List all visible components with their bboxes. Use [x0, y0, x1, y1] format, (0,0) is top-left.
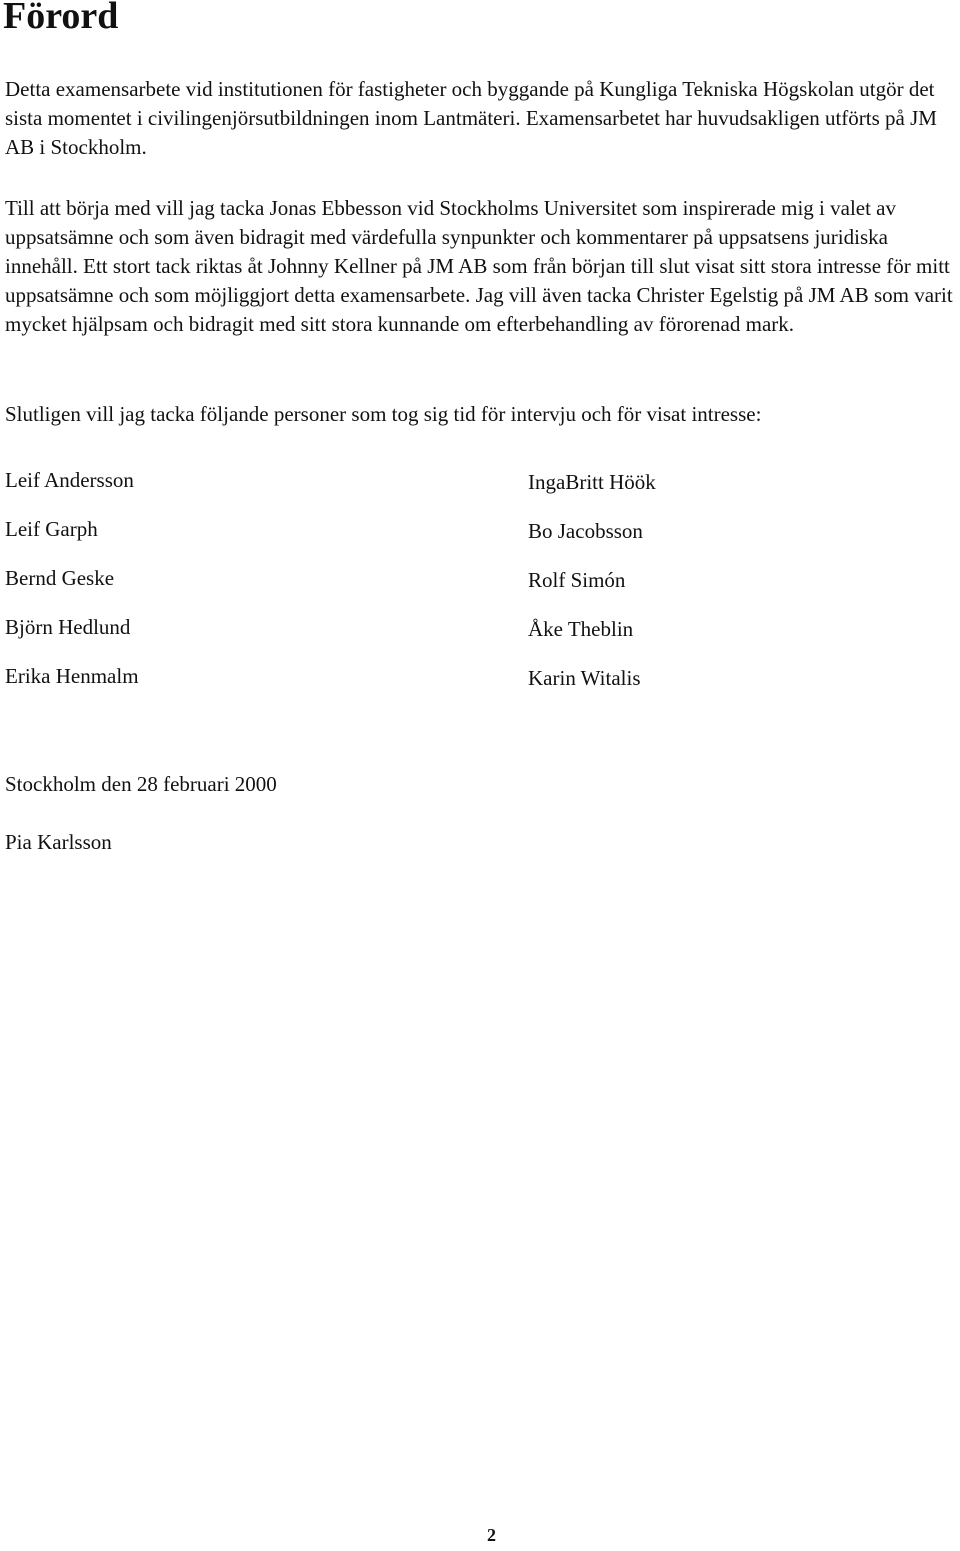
interviewee-list-left — [5, 456, 139, 701]
interviewee-name: Karin Witalis — [528, 666, 641, 690]
interviewee-name: Björn Hedlund — [5, 615, 131, 639]
interviewee-name: Åke Theblin — [528, 617, 634, 641]
interviewee-name: Rolf Simón — [528, 568, 626, 592]
interviewee-list-right — [528, 458, 656, 703]
interviewee-name: Bernd Geske — [5, 566, 115, 590]
interviewee-name: Erika Henmalm — [5, 664, 139, 688]
paragraph-interviewees-intro: Slutligen vill jag tacka följande personer som tog sig tid för intervju och för visat intresse: — [5, 402, 762, 426]
paragraph-intro: Detta examensarbete vid institutionen för fastigheter och byggande på Kungliga Tekniska Högskolan utgör det sista momentet i civilingenjörsutbildningen inom Lantmäteri. Examensarbetet har huvudsakligen utförts på JM AB i Stockholm. — [5, 77, 937, 159]
interviewee-name: Leif Andersson — [5, 468, 134, 492]
interviewee-name: IngaBritt Höök — [528, 470, 656, 494]
signature-author: Pia Karlsson — [5, 830, 112, 854]
page-number: 2 — [487, 1525, 496, 1545]
paragraph-acknowledgements: Till att börja med vill jag tacka Jonas Ebbesson vid Stockholms Universitet som inspirerade mig i valet av uppsatsämne och som även bidragit med värdefulla synpunkter och kommentarer på uppsatsens juridiska innehåll. Ett stort tack riktas åt Johnny Kellner på JM AB som från början till slut visat sitt stora intresse för mitt uppsatsämne och som möjliggjort detta examensarbete. Jag vill även tacka Christer Egelstig på JM AB som varit mycket hjälpsam och bidragit med sitt stora kunnande om efterbehandling av förorenad mark. — [5, 196, 953, 336]
interviewee-name: Leif Garph — [5, 517, 98, 541]
page-title: Förord — [3, 0, 119, 37]
signature-place-date: Stockholm den 28 februari 2000 — [5, 772, 277, 796]
interviewee-name: Bo Jacobsson — [528, 519, 643, 543]
